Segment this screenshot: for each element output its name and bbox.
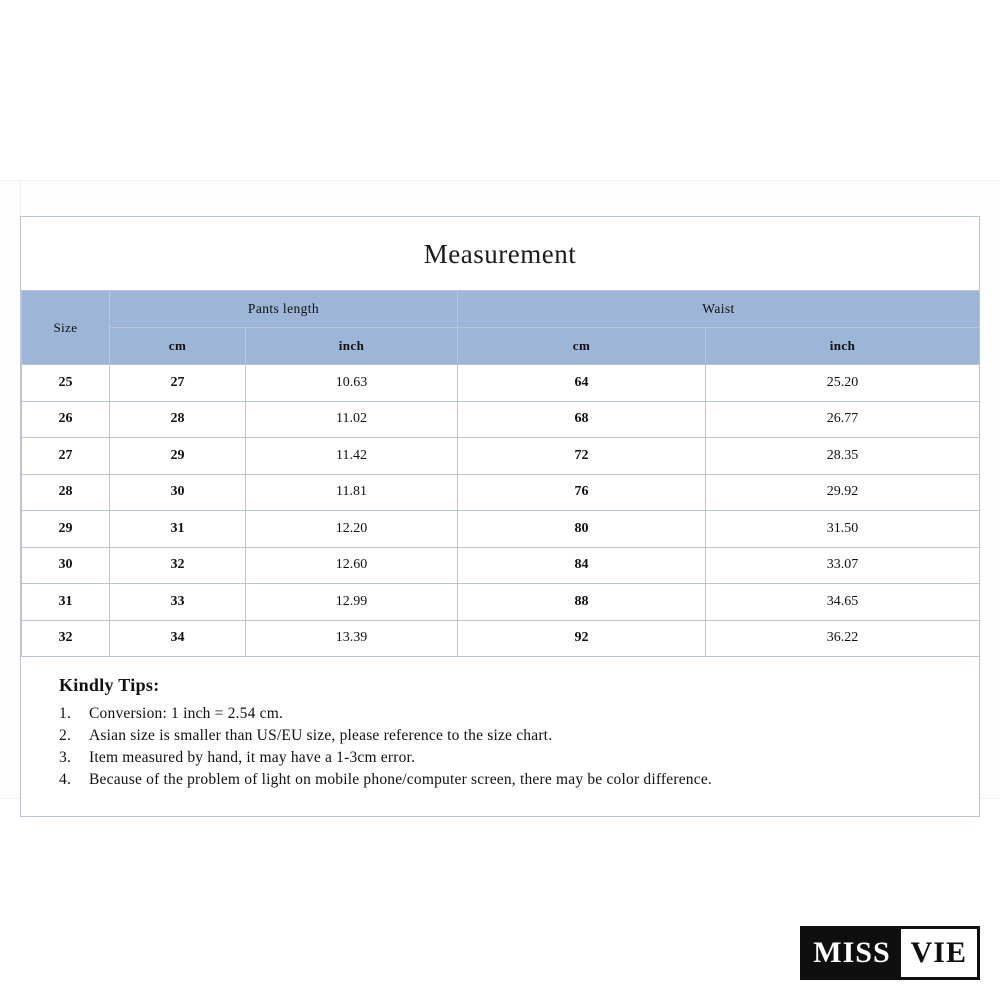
cell-length-cm: 30 [110, 474, 246, 511]
table-row [22, 584, 980, 621]
cell-size: 28 [22, 474, 110, 511]
brand-logo [800, 926, 980, 980]
measurement-chart [20, 216, 980, 817]
table-header-row-units [22, 328, 980, 365]
cell-size: 27 [22, 438, 110, 475]
cell-waist-inch: 31.50 [706, 511, 980, 548]
kindly-tips-section [21, 657, 979, 816]
cell-length-inch: 11.42 [246, 438, 458, 475]
cell-waist-cm: 80 [458, 511, 706, 548]
table-row [22, 365, 980, 402]
cell-length-inch: 12.99 [246, 584, 458, 621]
column-group-waist: Waist [458, 291, 980, 328]
cell-waist-cm: 68 [458, 401, 706, 438]
list-item [59, 748, 953, 768]
kindly-tips-heading: Kindly Tips: [59, 675, 160, 695]
cell-length-cm: 33 [110, 584, 246, 621]
cell-waist-inch: 26.77 [706, 401, 980, 438]
brand-logo-part-2: VIE [901, 929, 977, 977]
cell-length-cm: 27 [110, 365, 246, 402]
cell-waist-inch: 29.92 [706, 474, 980, 511]
cell-length-inch: 11.81 [246, 474, 458, 511]
table-header-row-groups [22, 291, 980, 328]
column-group-pants-length: Pants length [110, 291, 458, 328]
column-header-pants-length-cm: cm [110, 328, 246, 365]
list-item [59, 704, 953, 724]
cell-waist-cm: 88 [458, 584, 706, 621]
brand-logo-part-1: MISS [803, 929, 900, 977]
cell-waist-inch: 28.35 [706, 438, 980, 475]
cell-size: 29 [22, 511, 110, 548]
list-item [59, 726, 953, 746]
cell-length-inch: 13.39 [246, 620, 458, 657]
cell-length-inch: 11.02 [246, 401, 458, 438]
list-item-text: Asian size is smaller than US/EU size, please reference to the size chart. [89, 727, 553, 744]
cell-waist-inch: 34.65 [706, 584, 980, 621]
cell-size: 25 [22, 365, 110, 402]
column-header-pants-length-inch: inch [246, 328, 458, 365]
list-item-number: 3. [59, 749, 72, 766]
cell-size: 26 [22, 401, 110, 438]
table-row [22, 438, 980, 475]
table-row [22, 401, 980, 438]
cell-length-cm: 29 [110, 438, 246, 475]
list-item-number: 2. [59, 727, 72, 744]
cell-size: 30 [22, 547, 110, 584]
size-table [21, 290, 980, 657]
table-row [22, 511, 980, 548]
cell-waist-inch: 25.20 [706, 365, 980, 402]
list-item [59, 770, 953, 790]
list-item-text: Conversion: 1 inch = 2.54 cm. [89, 705, 284, 722]
cell-length-cm: 34 [110, 620, 246, 657]
cell-waist-cm: 84 [458, 547, 706, 584]
list-item-text: Because of the problem of light on mobile phone/computer screen, there may be color difference. [89, 771, 712, 788]
column-header-waist-inch: inch [706, 328, 980, 365]
cell-waist-cm: 72 [458, 438, 706, 475]
page-margin-line [0, 181, 21, 798]
cell-length-inch: 12.20 [246, 511, 458, 548]
cell-waist-inch: 33.07 [706, 547, 980, 584]
table-row [22, 474, 980, 511]
kindly-tips-list [59, 704, 953, 790]
cell-length-cm: 32 [110, 547, 246, 584]
table-body [22, 365, 980, 657]
cell-size: 31 [22, 584, 110, 621]
column-header-size: Size [22, 291, 110, 365]
cell-length-cm: 31 [110, 511, 246, 548]
cell-waist-cm: 76 [458, 474, 706, 511]
cell-length-inch: 10.63 [246, 365, 458, 402]
column-header-waist-cm: cm [458, 328, 706, 365]
list-item-number: 4. [59, 771, 72, 788]
table-row [22, 547, 980, 584]
cell-waist-inch: 36.22 [706, 620, 980, 657]
table-row [22, 620, 980, 657]
list-item-text: Item measured by hand, it may have a 1-3cm error. [89, 749, 416, 766]
list-item-number: 1. [59, 705, 72, 722]
page-title: Measurement [423, 239, 577, 269]
cell-size: 32 [22, 620, 110, 657]
cell-waist-cm: 64 [458, 365, 706, 402]
cell-length-inch: 12.60 [246, 547, 458, 584]
table-header [22, 291, 980, 365]
cell-waist-cm: 92 [458, 620, 706, 657]
cell-length-cm: 28 [110, 401, 246, 438]
